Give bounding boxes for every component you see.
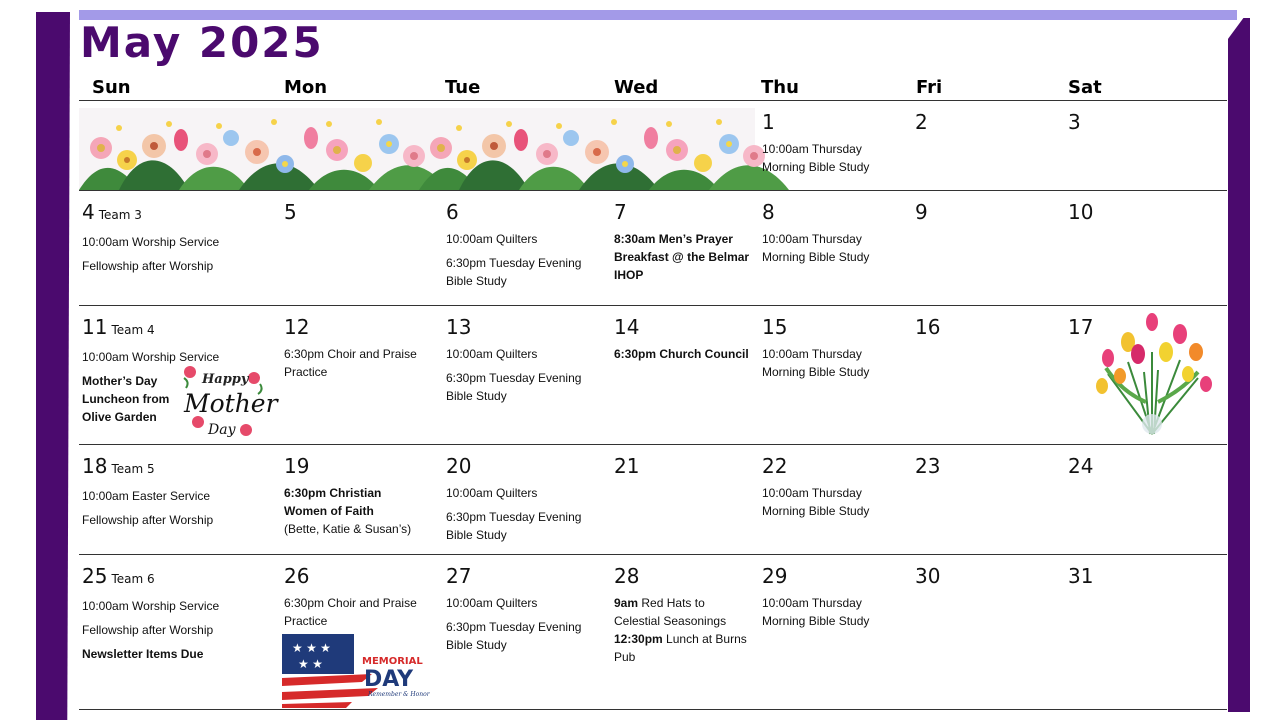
day-cell-14: [614, 315, 754, 369]
day-cell-23: [915, 454, 940, 484]
event-bible-study: 10:00am Thursday Morning Bible Study: [762, 232, 870, 264]
day-number: [82, 315, 272, 342]
day-cell-16: [915, 315, 940, 345]
mothers-day-line2: Mother: [184, 389, 278, 418]
event-newsletter-due: Newsletter Items Due: [82, 647, 204, 661]
team-label: Team 6: [111, 572, 155, 586]
event-text: Lunch at Burns Pub: [614, 632, 747, 664]
header-thu: Thu: [761, 77, 799, 98]
day-number-text: 11: [82, 315, 108, 339]
day-cell-15: [762, 315, 907, 387]
event-bible-study: 10:00am Thursday Morning Bible Study: [762, 347, 870, 379]
day-number: 21: [614, 454, 640, 478]
event-worship: 10:00am Worship Service: [82, 599, 220, 613]
day-cell-10: [1068, 200, 1093, 230]
day-number: 30: [915, 564, 941, 588]
day-number: 6: [446, 200, 459, 224]
event-bible-study: 10:00am Thursday Morning Bible Study: [762, 596, 870, 628]
page-title: May 2025: [80, 18, 324, 67]
event-fellowship: Fellowship after Worship: [82, 513, 214, 527]
day-number: [82, 454, 272, 481]
day-number: 16: [915, 315, 941, 339]
day-number: 29: [762, 564, 788, 588]
day-cell-1: [762, 110, 907, 182]
day-cell-20: [446, 454, 596, 550]
event-time: 9am: [614, 596, 639, 610]
day-cell-22: [762, 454, 907, 526]
left-decorative-bar: [36, 12, 70, 720]
day-cell-28: [614, 564, 754, 666]
day-number: 5: [284, 200, 297, 224]
day-number: 1: [762, 110, 775, 134]
memorial-line2: DAY: [364, 667, 414, 692]
event-bible-study: 10:00am Thursday Morning Bible Study: [762, 486, 870, 518]
event-lunch: [614, 630, 754, 666]
day-number: 8: [762, 200, 775, 224]
day-cell-31: [1068, 564, 1093, 594]
day-cell-6: [446, 200, 596, 296]
day-cell-21: [614, 454, 639, 484]
event-quilters: 10:00am Quilters: [446, 347, 538, 361]
day-cell-2: [915, 110, 928, 140]
day-number: [82, 564, 272, 591]
team-label: Team 3: [98, 208, 142, 222]
tulip-bouquet-image: [1088, 312, 1218, 436]
header-fri: Fri: [916, 77, 943, 98]
day-number: 9: [915, 200, 928, 224]
flower-banner-image: [79, 108, 755, 190]
mothers-day-line1: Happy: [202, 372, 249, 387]
svg-text:★ ★: ★ ★: [298, 657, 323, 671]
event-choir: 6:30pm Choir and Praise Practice: [284, 596, 417, 628]
svg-text:★ ★ ★: ★ ★ ★: [292, 641, 331, 655]
event-bible-study: 6:30pm Tuesday Evening Bible Study: [446, 620, 582, 652]
day-number: 20: [446, 454, 472, 478]
divider: [79, 100, 1227, 101]
day-cell-3: [1068, 110, 1081, 140]
day-number: 13: [446, 315, 472, 339]
memorial-line3: Remember & Honor: [368, 691, 430, 698]
event-fellowship: Fellowship after Worship: [82, 623, 214, 637]
day-number: 17: [1068, 315, 1094, 339]
day-number: 31: [1068, 564, 1094, 588]
day-number: 28: [614, 564, 640, 588]
team-label: Team 4: [111, 323, 155, 337]
event-quilters: 10:00am Quilters: [446, 486, 538, 500]
mothers-day-image: [180, 364, 278, 440]
day-number: 14: [614, 315, 640, 339]
day-cell-5: [284, 200, 297, 230]
event-worship: 10:00am Worship Service: [82, 235, 220, 249]
divider: [79, 444, 1227, 445]
day-cell-4: [82, 200, 272, 281]
event-quilters: 10:00am Quilters: [446, 596, 538, 610]
day-cell-27: [446, 564, 596, 660]
right-decorative-bar: [1228, 18, 1250, 712]
day-number: 26: [284, 564, 310, 588]
divider: [79, 190, 1227, 191]
day-number: 27: [446, 564, 472, 588]
team-label: Team 5: [111, 462, 155, 476]
day-cell-18: [82, 454, 272, 535]
header-tue: Tue: [445, 77, 481, 98]
event-worship: 10:00am Worship Service: [82, 350, 220, 364]
day-number: 7: [614, 200, 627, 224]
day-cell-30: [915, 564, 940, 594]
event-mens-prayer-breakfast: 8:30am Men’s Prayer Breakfast @ the Belmar IHOP: [614, 232, 750, 282]
day-cell-8: [762, 200, 907, 272]
divider: [79, 554, 1227, 555]
day-cell-13: [446, 315, 596, 411]
day-cell-9: [915, 200, 928, 230]
day-cell-26: [284, 564, 424, 636]
header-sun: Sun: [92, 77, 131, 98]
event-red-hats: [614, 594, 754, 630]
day-cell-7: [614, 200, 752, 290]
day-number: 15: [762, 315, 788, 339]
event-quilters: 10:00am Quilters: [446, 232, 538, 246]
day-number-text: 25: [82, 564, 108, 588]
event-christian-women-location: (Bette, Katie & Susan’s): [284, 522, 412, 536]
day-number: 24: [1068, 454, 1094, 478]
day-number-text: 4: [82, 200, 95, 224]
day-cell-19: [284, 454, 424, 544]
day-number: 19: [284, 454, 310, 478]
event-text: Red Hats to Celestial Seasonings: [614, 596, 727, 628]
event-time: 12:30pm: [614, 632, 663, 646]
event-church-council: 6:30pm Church Council: [614, 347, 749, 361]
day-number-text: 18: [82, 454, 108, 478]
day-number: 23: [915, 454, 941, 478]
day-cell-25: [82, 564, 272, 669]
mothers-day-line3: Day: [208, 422, 236, 438]
header-sat: Sat: [1068, 77, 1102, 98]
day-cell-12: [284, 315, 424, 387]
divider: [79, 709, 1227, 710]
memorial-day-image: [282, 634, 430, 708]
day-cell-24: [1068, 454, 1093, 484]
day-number: 2: [915, 110, 928, 134]
event-fellowship: Fellowship after Worship: [82, 259, 214, 273]
header-wed: Wed: [614, 77, 659, 98]
day-number: 10: [1068, 200, 1094, 224]
day-number: 3: [1068, 110, 1081, 134]
day-cell-29: [762, 564, 907, 636]
event-bible-study: 6:30pm Tuesday Evening Bible Study: [446, 371, 582, 403]
day-number: 22: [762, 454, 788, 478]
event-bible-study: 6:30pm Tuesday Evening Bible Study: [446, 510, 582, 542]
divider: [79, 305, 1227, 306]
event-bible-study: 10:00am Thursday Morning Bible Study: [762, 142, 870, 174]
event-easter-service: 10:00am Easter Service: [82, 489, 211, 503]
day-number: [82, 200, 272, 227]
event-mothers-day-luncheon: Mother’s Day Luncheon from Olive Garden: [82, 374, 170, 424]
day-number: 12: [284, 315, 310, 339]
event-christian-women: 6:30pm Christian Women of Faith: [284, 486, 382, 518]
event-bible-study: 6:30pm Tuesday Evening Bible Study: [446, 256, 582, 288]
header-mon: Mon: [284, 77, 328, 98]
memorial-line1: MEMORIAL: [362, 656, 423, 667]
event-choir: 6:30pm Choir and Praise Practice: [284, 347, 417, 379]
